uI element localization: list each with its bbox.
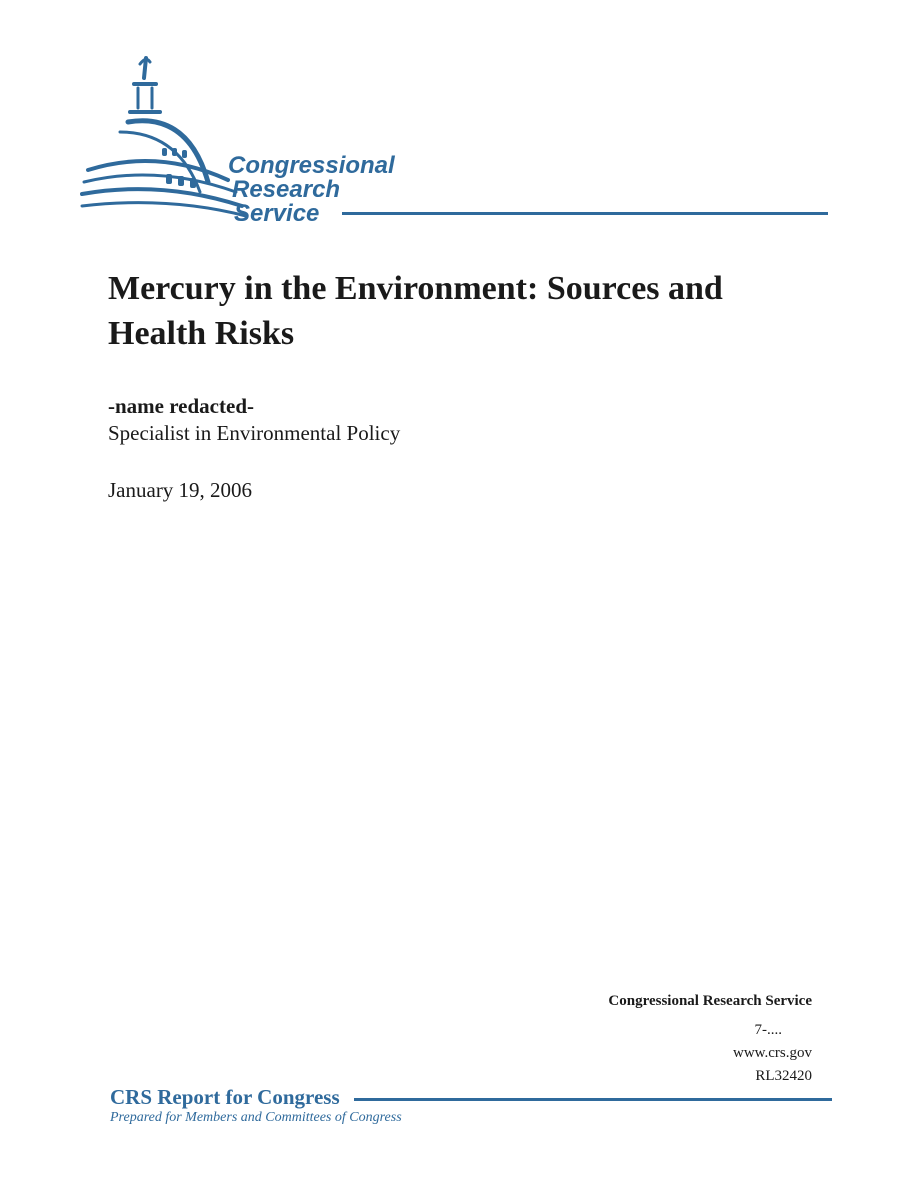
author-name: -name redacted- xyxy=(108,394,254,418)
author-role: Specialist in Environmental Policy xyxy=(108,421,401,445)
crs-website-link[interactable]: www.crs.gov xyxy=(732,1045,812,1061)
crs-organization: Congressional Research Service xyxy=(608,993,812,1009)
crs-info-block xyxy=(608,990,812,1088)
logo-line-3: Service xyxy=(234,200,320,227)
footer-rule xyxy=(354,1098,832,1101)
crs-code: 7-.... xyxy=(754,1022,782,1038)
footer-subtitle: Prepared for Members and Committees of Congress xyxy=(110,1110,402,1125)
logo-line-2: Research xyxy=(232,176,341,203)
logo-rule xyxy=(342,212,828,215)
logo-wordmark xyxy=(222,154,395,226)
report-number: RL32420 xyxy=(755,1068,812,1084)
report-date: January 19, 2006 xyxy=(108,478,253,502)
logo-line-1: Congressional xyxy=(228,152,395,179)
document-title: Mercury in the Environment: Sources and Health Risks xyxy=(108,270,723,352)
footer-title: CRS Report for Congress xyxy=(110,1085,340,1109)
